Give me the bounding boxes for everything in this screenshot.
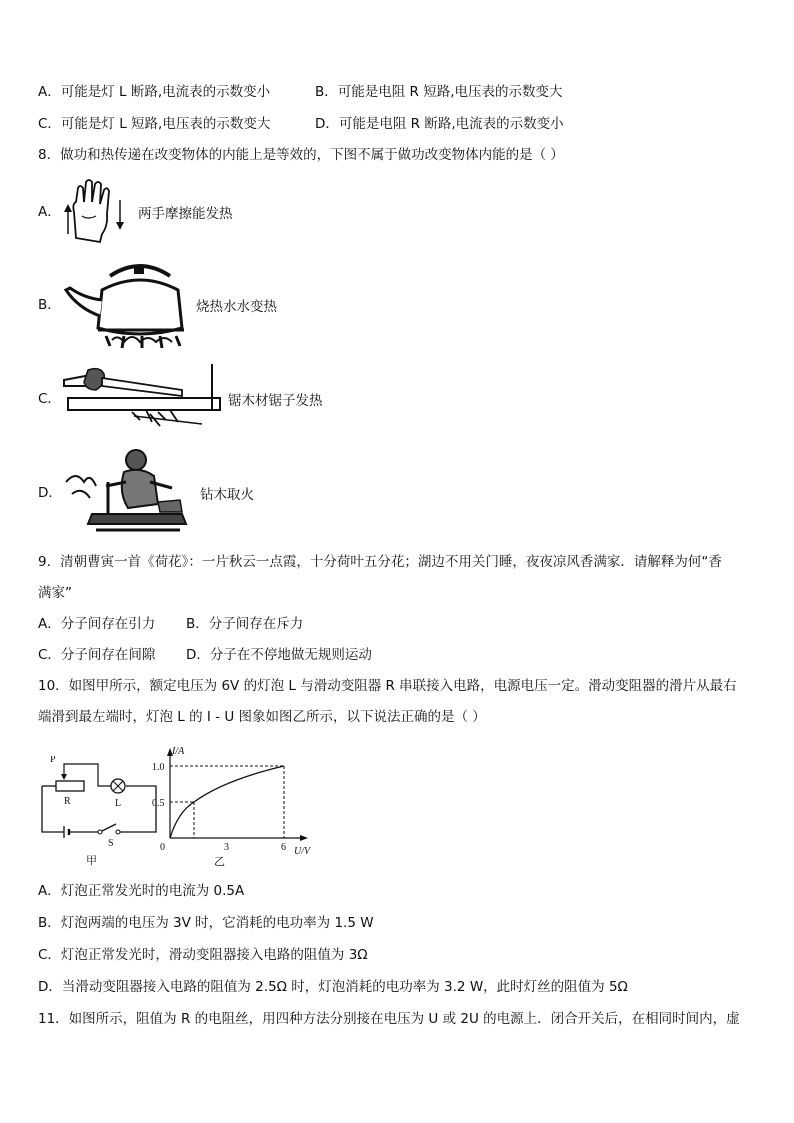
q10-stem-line1: 10．如图甲所示，额定电压为 6V 的灯泡 L 与滑动变阻器 R 串联接入电路，电源电压一定。滑动变阻器的滑片从最右 — [38, 678, 737, 694]
label-r: R — [64, 796, 71, 807]
y-tick-0-5: 0.5 — [152, 798, 165, 809]
x-tick-3: 3 — [224, 842, 229, 853]
x-axis-label: U/V — [294, 846, 311, 857]
q7-option-b: B．可能是电阻 R 短路,电压表的示数变大 — [315, 84, 563, 100]
series-circuit — [36, 756, 160, 876]
sawing-wood-illustration — [62, 364, 222, 430]
origin-label: 0 — [160, 842, 165, 853]
q7-option-a: A．可能是灯 L 断路,电流表的示数变小 — [38, 84, 271, 100]
q8-option-a-letter: A． — [38, 204, 61, 220]
iu-graph — [152, 746, 320, 870]
q10-option-b: B．灯泡两端的电压为 3V 时，它消耗的电功率为 1.5 W — [38, 915, 374, 931]
q10-stem-line2: 端滑到最左端时，灯泡 L 的 I - U 图象如图乙所示，以下说法正确的是（ ） — [38, 709, 486, 725]
q8-option-d-letter: D． — [38, 485, 62, 501]
x-tick-6: 6 — [281, 842, 286, 853]
q8-stem: 8．做功和热传递在改变物体的内能上是等效的，下图不属于做功改变物体内能的是（ ） — [38, 147, 564, 163]
kettle-on-stove-illustration — [62, 260, 192, 350]
q8-option-c-caption: 锯木材锯子发热 — [228, 393, 323, 409]
q8-option-c-letter: C． — [38, 391, 61, 407]
drilling-wood-fire-illustration — [62, 442, 196, 538]
q8-option-d-caption: 钻木取火 — [200, 487, 254, 503]
q8-option-b-letter: B． — [38, 297, 61, 313]
q9-stem-line2: 满家” — [38, 585, 72, 601]
q11-stem: 11．如图所示，阻值为 R 的电阻丝，用四种方法分别接在电压为 U 或 2U 的电源上．闭合开关后，在相同时间内，虚 — [38, 1011, 740, 1027]
y-axis-label: I/A — [172, 746, 185, 757]
q9-option-a: A．分子间存在引力 — [38, 616, 156, 632]
q9-option-c: C．分子间存在间隙 — [38, 647, 156, 663]
q8-option-b-caption: 烧热水水变热 — [196, 299, 277, 315]
q10-option-c: C．灯泡正常发光时，滑动变阻器接入电路的阻值为 3Ω — [38, 947, 368, 963]
label-p: P — [50, 756, 56, 765]
q8-option-a-caption: 两手摩擦能发热 — [138, 206, 233, 222]
q9-option-d: D．分子在不停地做无规则运动 — [186, 647, 372, 663]
q7-option-d: D．可能是电阻 R 断路,电流表的示数变小 — [315, 116, 564, 132]
q7-option-c: C．可能是灯 L 短路,电压表的示数变大 — [38, 116, 271, 132]
label-l: L — [115, 798, 122, 809]
caption-yi: 乙 — [214, 856, 225, 868]
label-s: S — [108, 838, 114, 849]
q10-option-a: A．灯泡正常发光时的电流为 0.5A — [38, 883, 245, 899]
q9-stem-line1: 9．清朝曹寅一首《荷花》：一片秋云一点霞，十分荷叶五分花；湖边不用关门睡，夜夜凉风香满家．请解释为何“香 — [38, 554, 722, 570]
q10-option-d: D．当滑动变阻器接入电路的阻值为 2.5Ω 时，灯泡消耗的电功率为 3.2 W，此时灯丝的阻值为 5Ω — [38, 979, 628, 995]
q9-option-b: B．分子间存在斥力 — [186, 616, 304, 632]
caption-jia: 甲 — [86, 855, 97, 867]
hands-rubbing-illustration — [62, 176, 134, 246]
y-tick-1-0: 1.0 — [152, 762, 165, 773]
